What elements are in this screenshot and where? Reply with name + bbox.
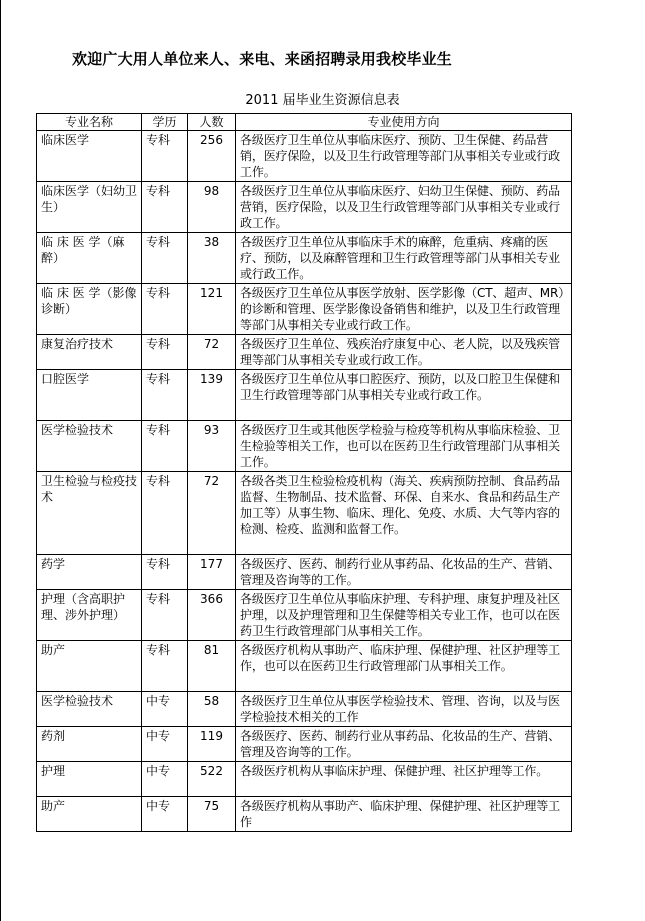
cell-direction: 各级医疗卫生单位、残疾治疗康复中心、老人院，以及残疾管理等部门从事相关专业或行政工作。: [236, 335, 572, 370]
cell-count: 522: [188, 762, 236, 797]
table-row: [37, 727, 572, 762]
cell-education: 专科: [142, 284, 188, 335]
column-header-major: 专业名称: [37, 114, 142, 131]
table-row: [37, 641, 572, 692]
cell-direction: 各级医疗卫生单位从事临床手术的麻醉，危重病、疼痛的医疗、预防，以及麻醉管理和卫生行政管理等部门从事相关专业或行政工作。: [236, 233, 572, 284]
table-row: [37, 590, 572, 641]
cell-count: 177: [188, 555, 236, 590]
cell-major: 临 床 医 学（影像诊断）: [37, 284, 142, 335]
cell-direction: 各级医疗卫生单位从事口腔医疗、预防，以及口腔卫生保健和卫生行政管理等部门从事相关专业或行政工作。: [236, 370, 572, 421]
cell-major: 口腔医学: [37, 370, 142, 421]
cell-direction: 各级医疗机构从事助产、临床护理、保健护理、社区护理等工作: [236, 797, 572, 832]
table-row: [37, 555, 572, 590]
cell-major: 药剂: [37, 727, 142, 762]
table-row: [37, 182, 572, 233]
cell-major: 医学检验技术: [37, 692, 142, 727]
table-header-row: [37, 114, 572, 131]
cell-count: 366: [188, 590, 236, 641]
table-title: 2011 届毕业生资源信息表: [245, 93, 400, 108]
cell-direction: 各级医疗卫生或其他医学检验与检疫等机构从事临床检验、卫生检验等相关工作，也可以在医药卫生行政管理部门从事相关工作。: [236, 421, 572, 472]
table-row: [37, 797, 572, 832]
table-row: [37, 284, 572, 335]
cell-major: 卫生检验与检疫技术: [37, 472, 142, 555]
cell-education: 专科: [142, 421, 188, 472]
cell-major: 医学检验技术: [37, 421, 142, 472]
cell-major: 助产: [37, 797, 142, 832]
cell-direction: 各级医疗、医药、制药行业从事药品、化妆品的生产、营销、管理及咨询等的工作。: [236, 727, 572, 762]
table-row: [37, 370, 572, 421]
column-header-count: 人数: [188, 114, 236, 131]
cell-education: 专科: [142, 641, 188, 692]
cell-education: 专科: [142, 182, 188, 233]
cell-education: 中专: [142, 762, 188, 797]
graduate-resource-table: [36, 113, 572, 832]
cell-major: 临 床 医 学（麻醉）: [37, 233, 142, 284]
cell-education: 专科: [142, 590, 188, 641]
cell-major: 康复治疗技术: [37, 335, 142, 370]
table-row: [37, 472, 572, 555]
table-row: [37, 692, 572, 727]
cell-direction: 各级各类卫生检验检疫机构（海关、疾病预防控制、食品药品监督、生物制品、技术监督、环保、自来水、食品和药品生产加工等）从事生物、临床、理化、免疫、水质、大气等内容的检测、检疫、监测和监督工作。: [236, 472, 572, 555]
cell-direction: 各级医疗卫生单位从事医学检验技术、管理、咨询，以及与医学检验技术相关的工作: [236, 692, 572, 727]
cell-count: 72: [188, 335, 236, 370]
table-row: [37, 421, 572, 472]
table-row: [37, 335, 572, 370]
cell-education: 中专: [142, 797, 188, 832]
cell-major: 助产: [37, 641, 142, 692]
cell-major: 临床医学: [37, 131, 142, 182]
cell-count: 75: [188, 797, 236, 832]
cell-direction: 各级医疗机构从事临床护理、保健护理、社区护理等工作。: [236, 762, 572, 797]
cell-count: 139: [188, 370, 236, 421]
cell-count: 121: [188, 284, 236, 335]
cell-education: 专科: [142, 370, 188, 421]
table-row: [37, 762, 572, 797]
page-left-border: [0, 0, 1, 921]
cell-education: 专科: [142, 472, 188, 555]
table-row: [37, 131, 572, 182]
cell-direction: 各级医疗机构从事助产、临床护理、保健护理、社区护理等工作，也可以在医药卫生行政管理部门从事相关工作。: [236, 641, 572, 692]
cell-direction: 各级医疗卫生单位从事临床护理、专科护理、康复护理及社区护理，以及护理管理和卫生保健等相关专业工作，也可以在医药卫生行政管理部门从事相关工作。: [236, 590, 572, 641]
cell-education: 专科: [142, 233, 188, 284]
cell-education: 中专: [142, 727, 188, 762]
cell-direction: 各级医疗卫生单位从事临床医疗、预防、卫生保健、药品营销，医疗保险，以及卫生行政管理等部门从事相关专业或行政工作。: [236, 131, 572, 182]
cell-major: 护理: [37, 762, 142, 797]
cell-major: 药学: [37, 555, 142, 590]
cell-education: 专科: [142, 131, 188, 182]
cell-count: 119: [188, 727, 236, 762]
cell-major: 护理（含高职护理、涉外护理）: [37, 590, 142, 641]
cell-count: 38: [188, 233, 236, 284]
cell-direction: 各级医疗卫生单位从事医学放射、医学影像（CT、超声、MR）的诊断和管理、医学影像设备销售和维护，以及卫生行政管理等部门从事相关专业或行政工作。: [236, 284, 572, 335]
column-header-education: 学历: [142, 114, 188, 131]
cell-count: 98: [188, 182, 236, 233]
table-row: [37, 233, 572, 284]
cell-education: 中专: [142, 692, 188, 727]
cell-count: 72: [188, 472, 236, 555]
cell-count: 256: [188, 131, 236, 182]
cell-count: 93: [188, 421, 236, 472]
cell-count: 58: [188, 692, 236, 727]
column-header-direction: 专业使用方向: [236, 114, 572, 131]
cell-major: 临床医学（妇幼卫生）: [37, 182, 142, 233]
page-headline: 欢迎广大用人单位来人、来电、来函招聘录用我校毕业生: [72, 50, 453, 68]
cell-direction: 各级医疗、医药、制药行业从事药品、化妆品的生产、营销、管理及咨询等的工作。: [236, 555, 572, 590]
cell-count: 81: [188, 641, 236, 692]
cell-direction: 各级医疗卫生单位从事临床医疗、妇幼卫生保健、预防、药品营销，医疗保险，以及卫生行政管理等部门从事相关专业或行政工作。: [236, 182, 572, 233]
cell-education: 专科: [142, 335, 188, 370]
cell-education: 专科: [142, 555, 188, 590]
